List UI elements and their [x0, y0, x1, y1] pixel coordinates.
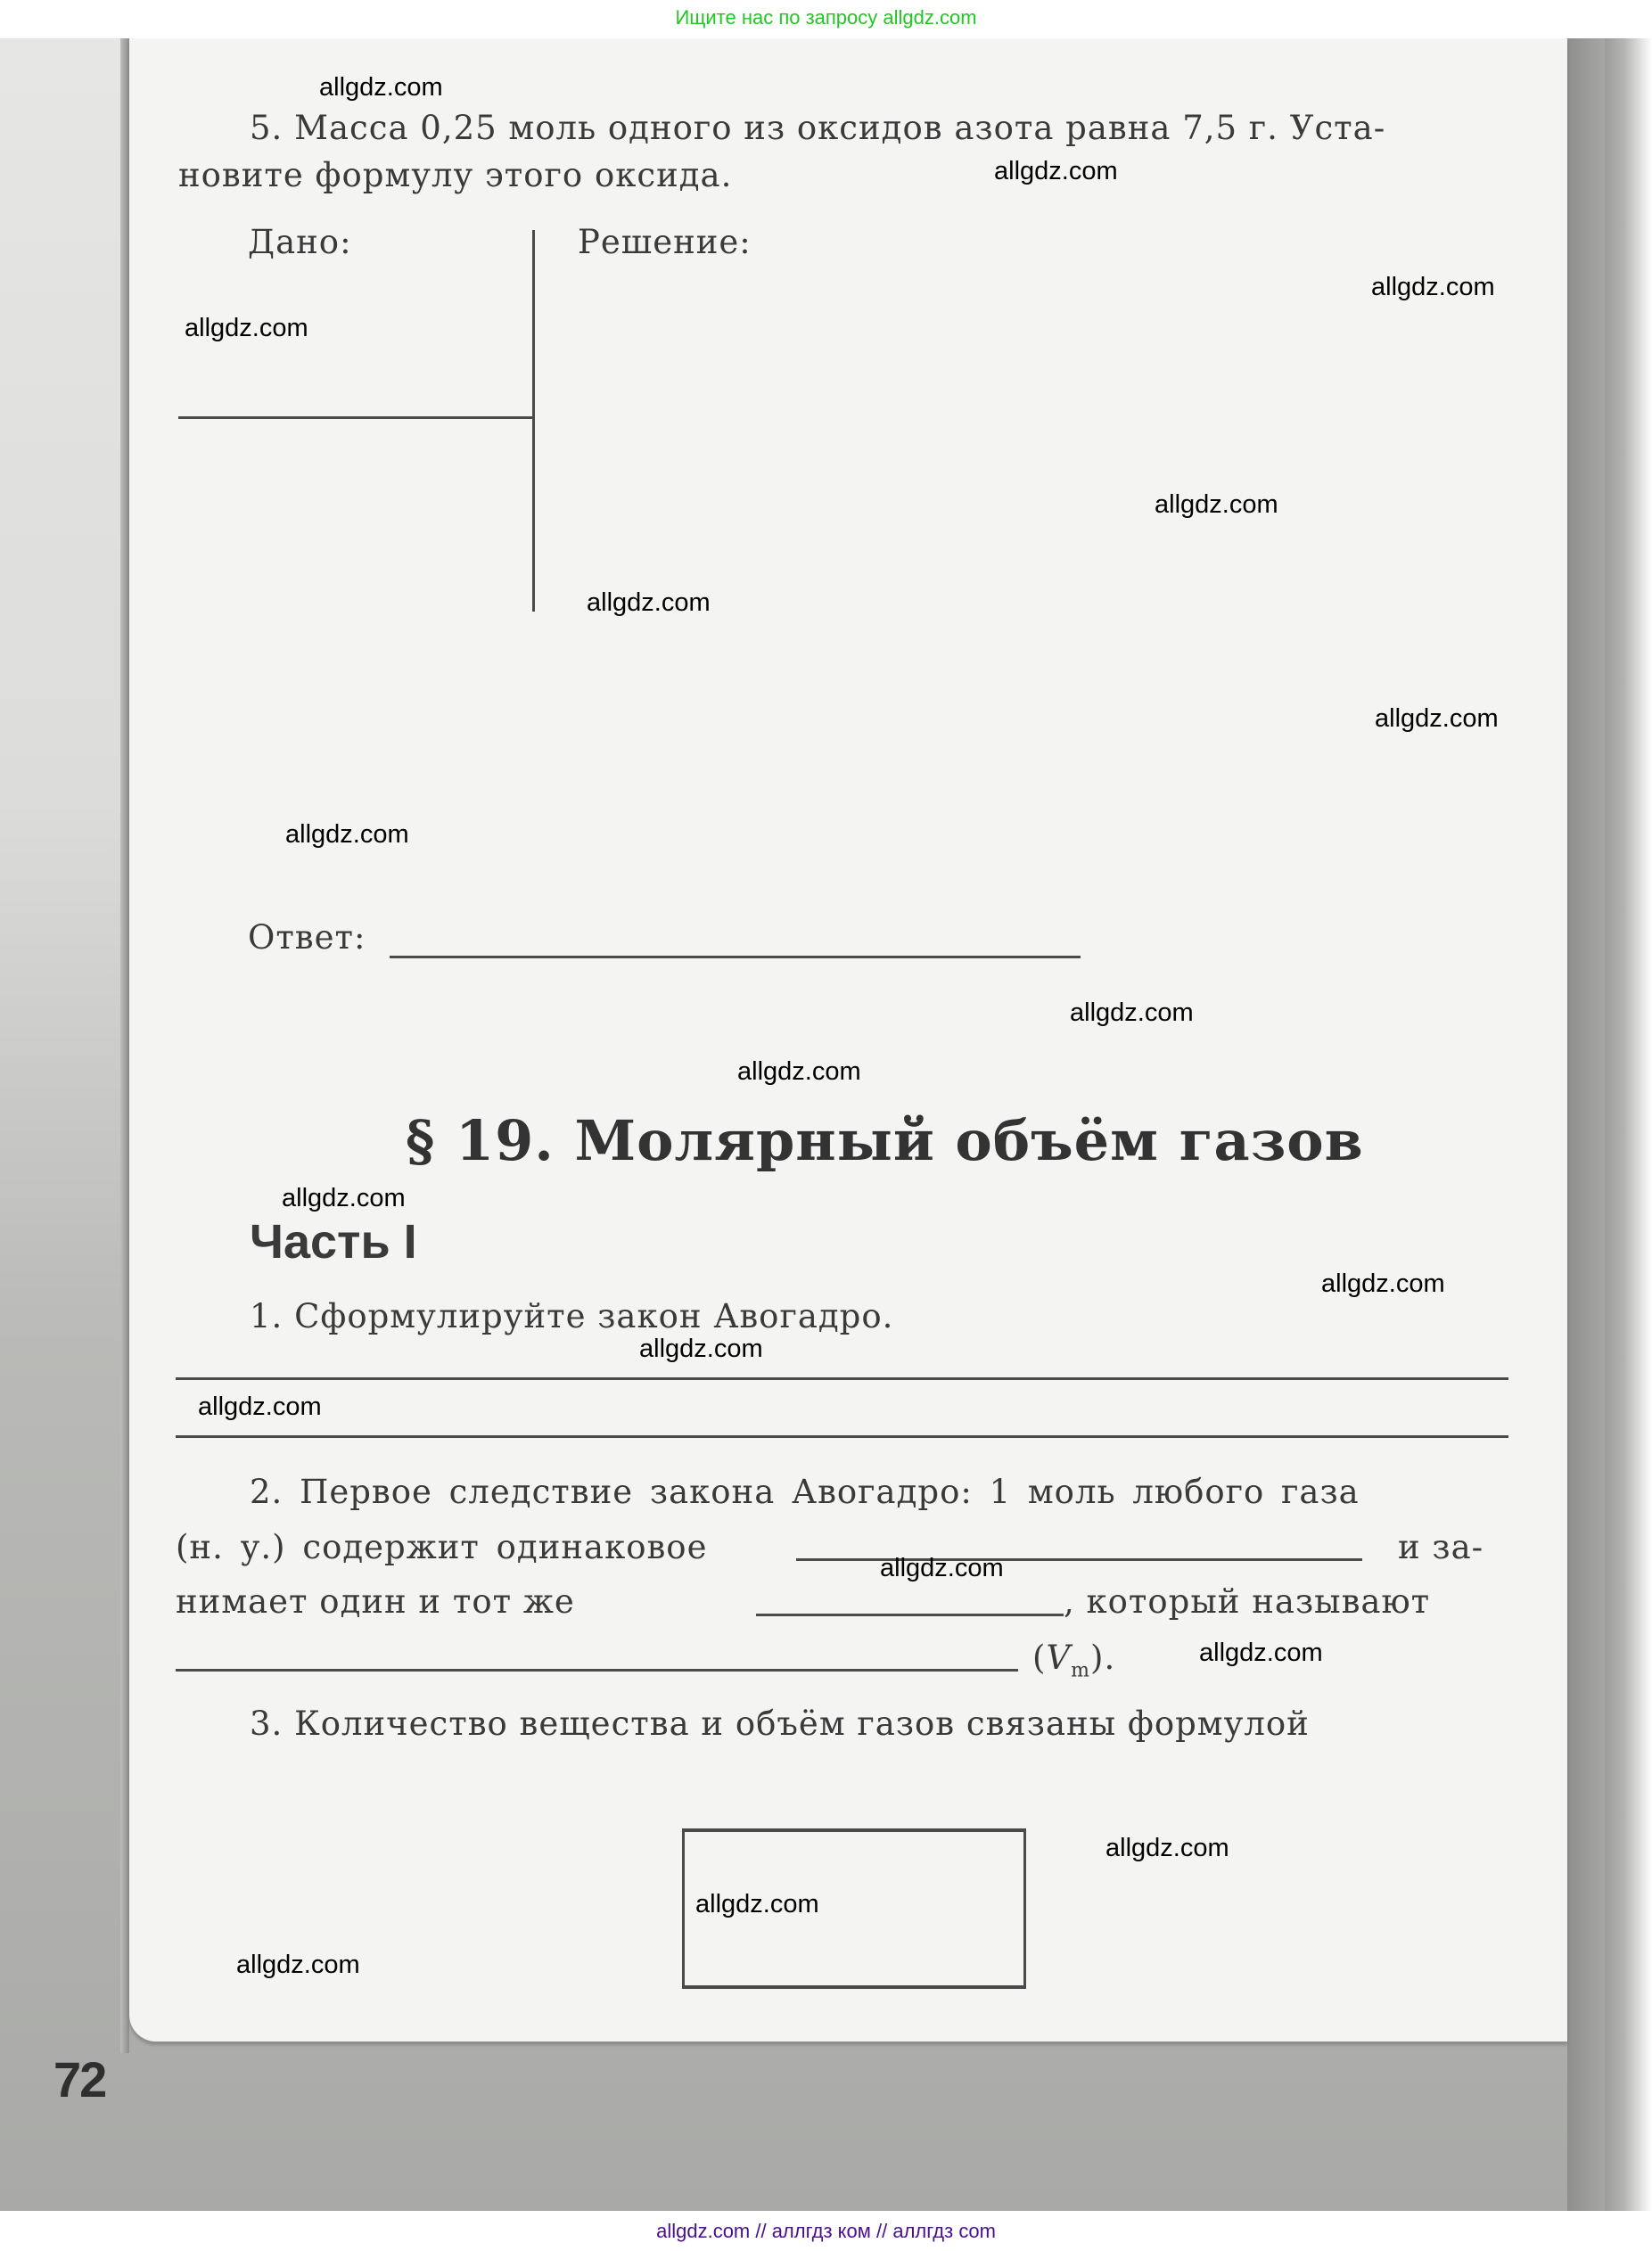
watermark: allgdz.com [695, 1890, 819, 1918]
task2-text-line3-mid: , который называют [1064, 1582, 1431, 1621]
watermark: allgdz.com [1070, 998, 1194, 1027]
page-number: 72 [53, 2051, 106, 2107]
task1-answer-line-1[interactable] [176, 1377, 1508, 1380]
task2-text-line2-start: (н. у.) содержит одинаковое [176, 1528, 708, 1566]
solution-label: Решение: [578, 223, 752, 261]
task2-blank-2[interactable] [756, 1614, 1064, 1616]
top-banner [0, 0, 1652, 38]
molar-volume-symbol: $(V_m)$. [1032, 1639, 1116, 1682]
task5-text-line1: 5. Масса 0,25 моль одного из оксидов азота равна 7,5 г. Уста- [250, 109, 1386, 147]
watermark: allgdz.com [587, 588, 711, 617]
task2-text-line1: 2. Первое следствие закона Авогадро: 1 моль любого газа [250, 1473, 1360, 1511]
watermark: allgdz.com [198, 1392, 322, 1421]
task5-text-line2: новите формулу этого оксида. [178, 156, 733, 194]
part-heading: Часть I [250, 1215, 417, 1269]
watermark: allgdz.com [1371, 273, 1495, 301]
task1-answer-line-2[interactable] [176, 1435, 1508, 1438]
bottom-banner [0, 2211, 1652, 2251]
watermark: allgdz.com [1155, 490, 1278, 519]
given-label: Дано: [248, 223, 352, 261]
watermark: allgdz.com [639, 1335, 763, 1363]
watermark: allgdz.com [282, 1184, 406, 1212]
watermark: allgdz.com [1375, 704, 1499, 733]
answer-blank[interactable] [390, 956, 1081, 958]
given-underline [178, 416, 533, 419]
watermark: allgdz.com [880, 1554, 1004, 1582]
watermark: allgdz.com [285, 820, 409, 849]
watermark: allgdz.com [1105, 1834, 1229, 1862]
watermark: allgdz.com [319, 73, 443, 102]
section-title: § 19. Молярный объём газов [406, 1108, 1364, 1173]
page-left-edge [120, 38, 129, 2053]
task2-text-line2-end: и за- [1398, 1528, 1484, 1566]
watermark: allgdz.com [1199, 1639, 1323, 1667]
given-solution-divider [532, 230, 535, 612]
watermark: allgdz.com [1321, 1269, 1445, 1298]
watermark: allgdz.com [737, 1057, 861, 1086]
answer-label: Ответ: [248, 918, 366, 957]
page-right-edge [1605, 38, 1652, 2211]
bottom-banner-text[interactable]: allgdz.com // аллгдз ком // аллгдз com [656, 2220, 996, 2242]
task2-blank-3[interactable] [176, 1669, 1018, 1672]
watermark: allgdz.com [236, 1951, 360, 1979]
task2-text-line3-start: нимает один и тот же [176, 1582, 575, 1621]
task3-text: 3. Количество вещества и объём газов связаны формулой [250, 1705, 1310, 1743]
watermark: allgdz.com [185, 314, 308, 342]
task1-text: 1. Сформулируйте закон Авогадро. [250, 1297, 894, 1335]
top-banner-text[interactable]: Ищите нас по запросу allgdz.com [675, 6, 977, 29]
watermark: allgdz.com [994, 157, 1118, 185]
page-spine [1567, 38, 1605, 2211]
